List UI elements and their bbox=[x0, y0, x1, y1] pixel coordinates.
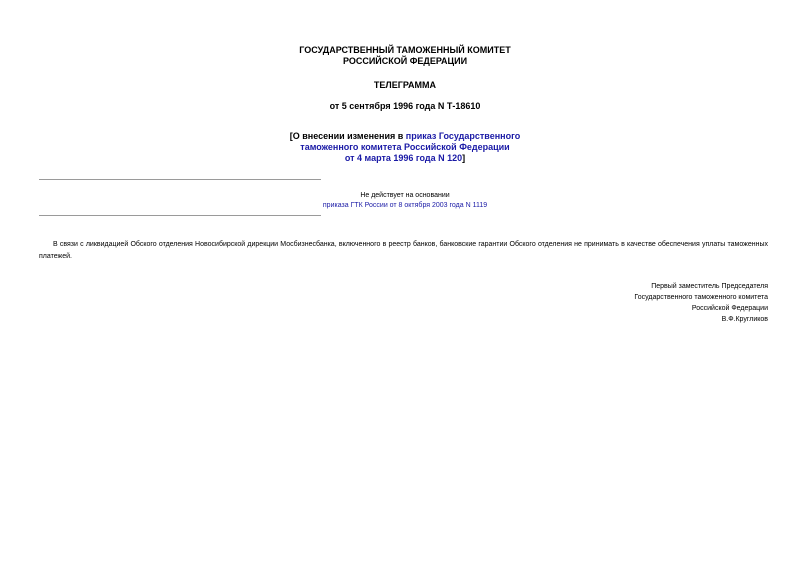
signatory-name: В.Ф.Кругликов bbox=[721, 316, 768, 323]
signature-block bbox=[508, 281, 768, 325]
document-date-number: от 5 сентября 1996 года N Т-18610 bbox=[329, 101, 481, 111]
status-notice-text: Не действует на основании bbox=[360, 192, 450, 199]
amended-order-link-line-2[interactable]: таможенного комитета Российской Федерации bbox=[300, 142, 510, 152]
issuing-authority bbox=[170, 45, 640, 67]
notice-bottom-divider bbox=[39, 215, 321, 216]
signatory-position-line-2: Государственного таможенного комитета bbox=[634, 294, 768, 301]
authority-line-2: РОССИЙСКОЙ ФЕДЕРАЦИИ bbox=[342, 56, 468, 66]
repeal-order-link[interactable]: приказа ГТК России от 8 октября 2003 года N 1119 bbox=[322, 202, 488, 209]
subject-suffix: ] bbox=[462, 153, 466, 163]
amended-order-link-line-3[interactable]: от 4 марта 1996 года N 120 bbox=[344, 153, 463, 163]
notice-top-divider bbox=[39, 179, 321, 180]
subject-prefix: [О внесении изменения в bbox=[289, 131, 406, 141]
body-paragraph: В связи с ликвидацией Обского отделения Новосибирской дирекции Мосбизнесбанка, включенного в реестр банков, банковские гарантии Обского отделения не принимать в качестве обеспечения уплаты таможенных платежей. bbox=[39, 241, 768, 260]
amended-order-link-line-1[interactable]: приказ Государственного bbox=[405, 131, 521, 141]
signatory-position-line-1: Первый заместитель Председателя bbox=[651, 283, 768, 290]
signatory-position-line-3: Российской Федерации bbox=[691, 305, 768, 312]
authority-line-1: ГОСУДАРСТВЕННЫЙ ТАМОЖЕННЫЙ КОМИТЕТ bbox=[299, 45, 511, 55]
document-subject bbox=[170, 131, 640, 164]
document-type: ТЕЛЕГРАММА bbox=[373, 80, 437, 90]
